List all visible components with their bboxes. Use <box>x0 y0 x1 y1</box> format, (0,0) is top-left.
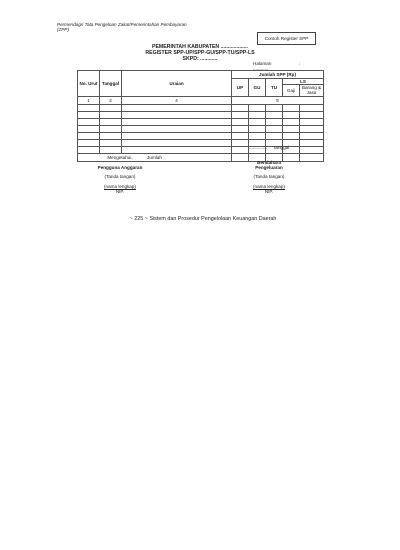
page-label: Halaman <box>253 61 272 66</box>
left-role: Pengguna Anggaran <box>97 165 143 171</box>
left-sign-placeholder: (Tanda tangan) <box>104 174 136 180</box>
footer-text: ~ 225 ~ Sistem dan Prosedur Pengelolaan Keuangan Daerah <box>129 216 277 222</box>
right-role-line2: Pengeluaran <box>255 165 283 171</box>
col-header-ls: LS <box>283 79 324 85</box>
col-header-jumlah-spp: Jumlah SPP (Rp) <box>232 71 324 79</box>
col-number-1: 1 <box>78 96 100 104</box>
signature-bendahara <box>229 155 309 195</box>
page-dots: ............ <box>253 66 269 72</box>
mengetahui-label: Mengetahui, <box>107 155 133 160</box>
page-footer <box>113 216 293 222</box>
left-nip: NIP. <box>115 189 125 195</box>
table-row <box>78 104 324 111</box>
date-line <box>249 145 329 155</box>
col-header-tu: TU <box>266 79 283 97</box>
title-line-1: PEMERINTAH KABUPATEN ................... <box>152 44 248 50</box>
header-note <box>57 22 227 32</box>
right-sign-placeholder: (Tanda tangan) <box>253 174 285 180</box>
date-tanggal: tanggal <box>274 145 290 150</box>
col-header-uraian: Uraian <box>122 71 232 97</box>
table-row <box>78 111 324 118</box>
col-header-no: No. Urut <box>78 71 100 97</box>
example-label: Contoh Register SPP <box>264 35 309 41</box>
title-line-3: SKPD: ............ <box>182 56 218 62</box>
col-header-gaji: Gaji <box>283 85 300 96</box>
signature-pengguna-anggaran <box>75 155 165 195</box>
date-dots-2: .................. <box>249 150 272 156</box>
column-number-row <box>78 96 324 104</box>
table-row <box>78 132 324 139</box>
title-line-2: REGISTER SPP-UP/SPP-GU/SPP-TU/SPP-LS <box>145 50 255 56</box>
col-header-up: UP <box>232 79 249 97</box>
col-number-5: 5 <box>232 96 324 104</box>
right-role-line1: Bendahara <box>257 160 281 165</box>
right-nip: NIP. <box>264 189 274 195</box>
total-label: Jumlah <box>78 153 232 161</box>
header-note-line1: Permendagri Tata Pengeloan Zakat/Pemerintahan Pembayaran <box>57 22 187 27</box>
table-row <box>78 125 324 132</box>
col-number-4: 4 <box>122 96 232 104</box>
page-colon: : <box>298 61 300 66</box>
col-header-tanggal: Tanggal <box>100 71 122 97</box>
col-number-2: 2 <box>100 96 122 104</box>
date-dots: .............. <box>249 145 267 150</box>
col-header-barang-jasa: Barang & Jasa <box>300 85 324 96</box>
col-header-gu: GU <box>249 79 266 97</box>
header-note-line2: (ZPP) <box>57 27 69 33</box>
document-title <box>120 44 280 62</box>
table-row <box>78 118 324 125</box>
left-name: (nama lengkap) <box>104 183 136 189</box>
right-name: (nama lengkap) <box>253 183 285 189</box>
